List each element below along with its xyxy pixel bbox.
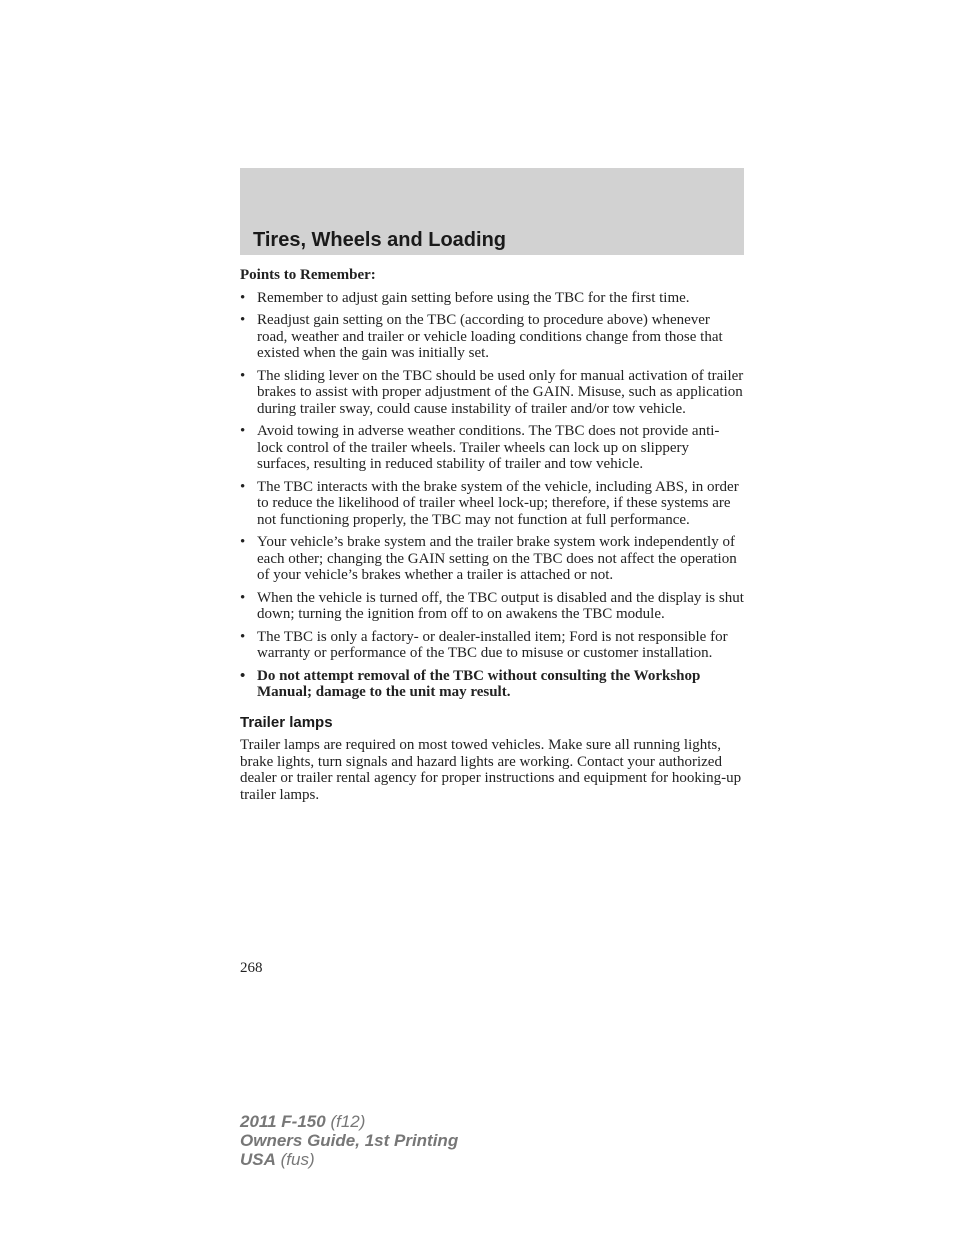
document-footer — [240, 1112, 458, 1169]
footer-line-model — [240, 1112, 458, 1131]
footer-line-region — [240, 1150, 458, 1169]
points-heading: Points to Remember: — [240, 267, 376, 283]
section-title: Tires, Wheels and Loading — [253, 229, 507, 251]
footer-region: USA — [240, 1150, 276, 1169]
footer-region-code: (fus) — [280, 1150, 315, 1169]
footer-model-code: (f12) — [330, 1112, 366, 1131]
list-item: • Your vehicle’s brake system and the trailer brake system work independently of each other; changing the GAIN setting on the TBC does not affect the operation of your vehicle’s brakes whether a trailer is attached or not. — [240, 534, 744, 584]
list-item: • The sliding lever on the TBC should be used only for manual activation of trailer brakes to assist with proper adjustment of the GAIN. Misuse, such as application during trailer sway, could cause instability of trailer and/or tow vehicle. — [240, 368, 744, 418]
list-item: • Remember to adjust gain setting before using the TBC for the first time. — [240, 290, 744, 307]
warning-list-item: • Do not attempt removal of the TBC without consulting the Workshop Manual; damage to the unit may result. — [240, 668, 744, 701]
list-item: • Readjust gain setting on the TBC (according to procedure above) whenever road, weather and trailer or vehicle loading conditions change from those that existed when the gain was initially set. — [240, 312, 744, 362]
footer-line-guide — [240, 1131, 458, 1150]
list-item: • The TBC interacts with the brake system of the vehicle, including ABS, in order to reduce the likelihood of trailer wheel lock-up; therefore, if these systems are not functioning properly, the TBC may not function at full performance. — [240, 479, 744, 529]
list-item: • The TBC is only a factory- or dealer-installed item; Ford is not responsible for warranty or performance of the TBC due to misuse or customer installation. — [240, 629, 744, 662]
list-item: • Avoid towing in adverse weather conditions. The TBC does not provide anti-lock control of the trailer wheels. Trailer wheels can lock up on slippery surfaces, resulting in reduced stability of trailer and tow vehicle. — [240, 423, 744, 473]
page-number: 268 — [240, 960, 263, 976]
footer-guide: Owners Guide, 1st Printing — [240, 1131, 459, 1150]
page-content — [240, 267, 744, 803]
points-list — [240, 290, 744, 701]
list-item: • When the vehicle is turned off, the TBC output is disabled and the display is shut down; turning the ignition from off to on awakens the TBC module. — [240, 590, 744, 623]
trailer-lamps-paragraph: Trailer lamps are required on most towed vehicles. Make sure all running lights, brake lights, turn signals and hazard lights are working. Contact your authorized dealer or trailer rental agency for proper instructions and equipment for hooking-up trailer lamps. — [240, 737, 742, 803]
section-header-band — [240, 168, 744, 255]
footer-model: 2011 F-150 — [240, 1112, 326, 1131]
trailer-lamps-heading: Trailer lamps — [240, 713, 333, 731]
